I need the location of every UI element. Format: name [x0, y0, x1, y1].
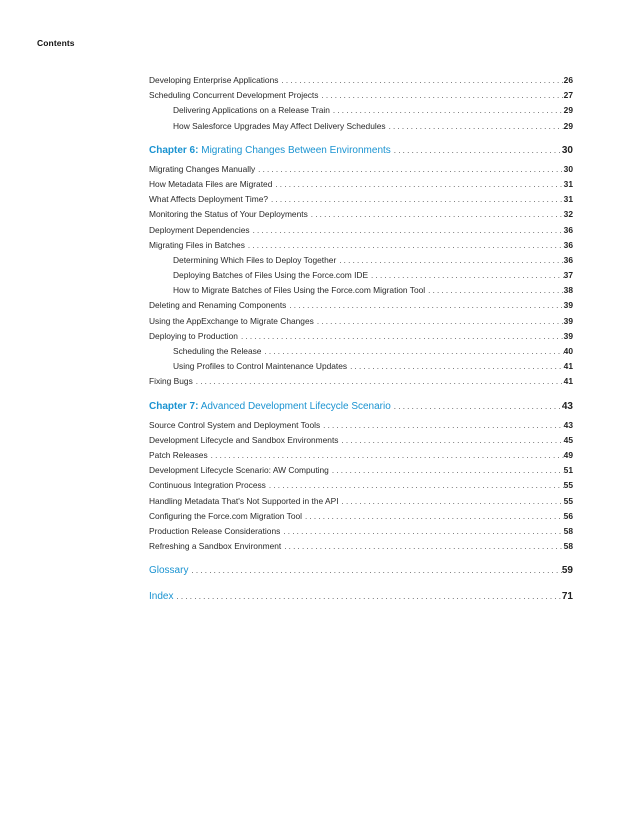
toc-entry-page: 37: [563, 270, 573, 281]
toc-entry-page: 56: [563, 510, 573, 521]
dot-leader: [272, 177, 563, 192]
index-title: Index: [149, 591, 174, 603]
dot-leader: [208, 448, 564, 463]
dot-leader: [391, 398, 562, 416]
toc-entry-page: 71: [561, 591, 573, 603]
toc-entry-title: Deploying Batches of Files Using the Force.com IDE: [173, 270, 369, 281]
dot-leader: [318, 88, 563, 103]
running-header: Contents: [37, 38, 75, 48]
toc-entry[interactable]: [149, 494, 573, 509]
toc-entry-page: 55: [563, 495, 573, 506]
toc-entry-page: 30: [561, 144, 573, 156]
toc-entry-title: Source Control System and Deployment Tools: [149, 419, 321, 430]
dot-leader: [339, 494, 564, 509]
toc-entry-page: 32: [563, 209, 573, 220]
dot-leader: [347, 359, 564, 374]
toc-entry[interactable]: [149, 448, 573, 463]
toc-entry-page: 58: [563, 525, 573, 536]
dot-leader: [308, 207, 564, 222]
toc-entry-title: Fixing Bugs: [149, 376, 193, 387]
toc-entry-title: Scheduling Concurrent Development Projects: [149, 90, 319, 101]
toc-entry-title: Developing Enterprise Applications: [149, 75, 279, 85]
chapter-title: Advanced Development Lifecycle Scenario: [200, 400, 391, 412]
toc-entry-page: 31: [563, 194, 573, 205]
toc-entry-title: Handling Metadata That's Not Supported in the API: [149, 495, 339, 506]
dot-leader: [255, 162, 564, 177]
toc-entry-page: 58: [563, 541, 573, 552]
toc-entry-title: Production Release Considerations: [149, 525, 281, 536]
toc-entry-page: 39: [563, 330, 573, 341]
dot-leader: [425, 283, 564, 298]
toc-entry[interactable]: [149, 433, 573, 448]
dot-leader: [391, 142, 562, 160]
toc-entry-title: Deploying to Production: [149, 330, 238, 341]
dot-leader: [278, 73, 563, 88]
toc-entry-page: 40: [563, 346, 573, 356]
dot-leader: [261, 344, 563, 359]
dot-leader: [281, 539, 563, 554]
toc-entry[interactable]: [149, 177, 573, 192]
toc-entry-title: Determining Which Files to Deploy Together: [173, 254, 337, 265]
glossary-title: Glossary: [149, 565, 189, 577]
toc-entry-title: Deployment Dependencies: [149, 224, 250, 235]
toc-entry-page: 29: [563, 120, 573, 131]
glossary-heading[interactable]: [149, 562, 573, 580]
toc-entry-title: Patch Releases: [149, 449, 208, 460]
dot-leader: [368, 268, 564, 283]
toc-entry-page: 43: [563, 419, 573, 430]
toc-entry-page: 45: [563, 434, 573, 445]
toc-entry-page: 43: [561, 400, 573, 412]
toc-entry-page: 59: [561, 565, 573, 577]
chapter-6-heading[interactable]: [149, 142, 573, 160]
toc-entry-title: How Salesforce Upgrades May Affect Delivery Schedules: [173, 120, 386, 131]
dot-leader: [336, 253, 563, 268]
chapter-7-heading[interactable]: [149, 398, 573, 416]
toc-entry-title: What Affects Deployment Time?: [149, 194, 269, 205]
toc-entry-page: 51: [563, 465, 573, 476]
toc-entry-title: Using Profiles to Control Maintenance Updates: [173, 361, 348, 372]
toc-subentry[interactable]: [149, 253, 573, 268]
toc-entry-title: How to Migrate Batches of Files Using the Force.com Migration Tool: [173, 285, 426, 296]
toc-subentry[interactable]: [149, 119, 573, 134]
dot-leader: [188, 562, 561, 580]
toc-subentry[interactable]: [149, 359, 573, 374]
toc-entry[interactable]: [149, 88, 573, 103]
toc-entry[interactable]: [149, 463, 573, 478]
dot-leader: [302, 509, 564, 524]
toc-entry[interactable]: [149, 524, 573, 539]
dot-leader: [268, 192, 564, 207]
toc-entry-page: 27: [563, 90, 573, 101]
toc-entry[interactable]: [149, 314, 573, 329]
toc-entry-page: 36: [563, 239, 573, 250]
chapter-title: Migrating Changes Between Environments: [201, 144, 391, 156]
toc-entry[interactable]: [149, 509, 573, 524]
toc-entry-page: 30: [563, 163, 573, 174]
toc-entry[interactable]: [149, 207, 573, 222]
toc-entry-page: 41: [563, 361, 573, 372]
toc-entry-page: 36: [563, 254, 573, 265]
toc-entry[interactable]: [149, 478, 573, 493]
toc-entry-title: Delivering Applications on a Release Train: [173, 105, 330, 116]
table-of-contents: [149, 73, 573, 608]
dot-leader: [266, 478, 564, 493]
toc-entry-page: 36: [563, 224, 573, 235]
toc-entry-title: Migrating Files in Batches: [149, 239, 245, 250]
toc-entry-page: 39: [563, 315, 573, 326]
toc-entry[interactable]: [149, 298, 573, 313]
dot-leader: [245, 238, 564, 253]
toc-entry[interactable]: [149, 329, 573, 344]
toc-entry-title: Configuring the Force.com Migration Tool: [149, 510, 302, 521]
toc-entry-page: 55: [563, 480, 573, 491]
toc-entry-title: How Metadata Files are Migrated: [149, 178, 273, 189]
toc-subentry[interactable]: [149, 268, 573, 283]
dot-leader: [314, 314, 564, 329]
toc-entry-title: Continuous Integration Process: [149, 480, 266, 491]
toc-entry[interactable]: [149, 223, 573, 238]
toc-entry-title: Deleting and Renaming Components: [149, 300, 287, 311]
toc-entry-title: Scheduling the Release: [173, 346, 262, 356]
toc-entry-title: Refreshing a Sandbox Environment: [149, 541, 282, 552]
toc-entry-page: 26: [563, 75, 573, 85]
toc-entry[interactable]: [149, 374, 573, 389]
toc-entry-page: 31: [563, 178, 573, 189]
dot-leader: [280, 524, 563, 539]
chapter-number: Chapter 7:: [149, 400, 199, 412]
index-heading[interactable]: [149, 588, 573, 606]
toc-subentry[interactable]: [149, 283, 573, 298]
dot-leader: [286, 298, 563, 313]
chapter-number: Chapter 6:: [149, 144, 199, 156]
toc-entry[interactable]: [149, 73, 573, 88]
toc-entry-page: 41: [563, 376, 573, 387]
toc-entry[interactable]: [149, 192, 573, 207]
dot-leader: [193, 374, 564, 389]
dot-leader: [173, 588, 561, 606]
toc-entry[interactable]: [149, 539, 573, 554]
dot-leader: [338, 433, 563, 448]
dot-leader: [320, 418, 564, 433]
dot-leader: [250, 223, 564, 238]
toc-entry-title: Migrating Changes Manually: [149, 163, 256, 174]
toc-entry[interactable]: [149, 162, 573, 177]
toc-entry-page: 38: [563, 285, 573, 296]
toc-subentry[interactable]: [149, 344, 573, 359]
toc-entry-page: 29: [563, 105, 573, 116]
toc-entry-title: Using the AppExchange to Migrate Changes: [149, 315, 314, 326]
dot-leader: [238, 329, 564, 344]
dot-leader: [329, 463, 564, 478]
toc-entry-title: Development Lifecycle and Sandbox Environments: [149, 434, 339, 445]
dot-leader: [330, 103, 564, 118]
toc-subentry[interactable]: [149, 103, 573, 118]
toc-entry-title: Monitoring the Status of Your Deployments: [149, 209, 308, 220]
toc-entry[interactable]: [149, 238, 573, 253]
toc-entry-page: 49: [563, 449, 573, 460]
dot-leader: [386, 119, 564, 134]
toc-entry-page: 39: [563, 300, 573, 311]
toc-entry-title: Development Lifecycle Scenario: AW Computing: [149, 465, 329, 476]
toc-entry[interactable]: [149, 418, 573, 433]
